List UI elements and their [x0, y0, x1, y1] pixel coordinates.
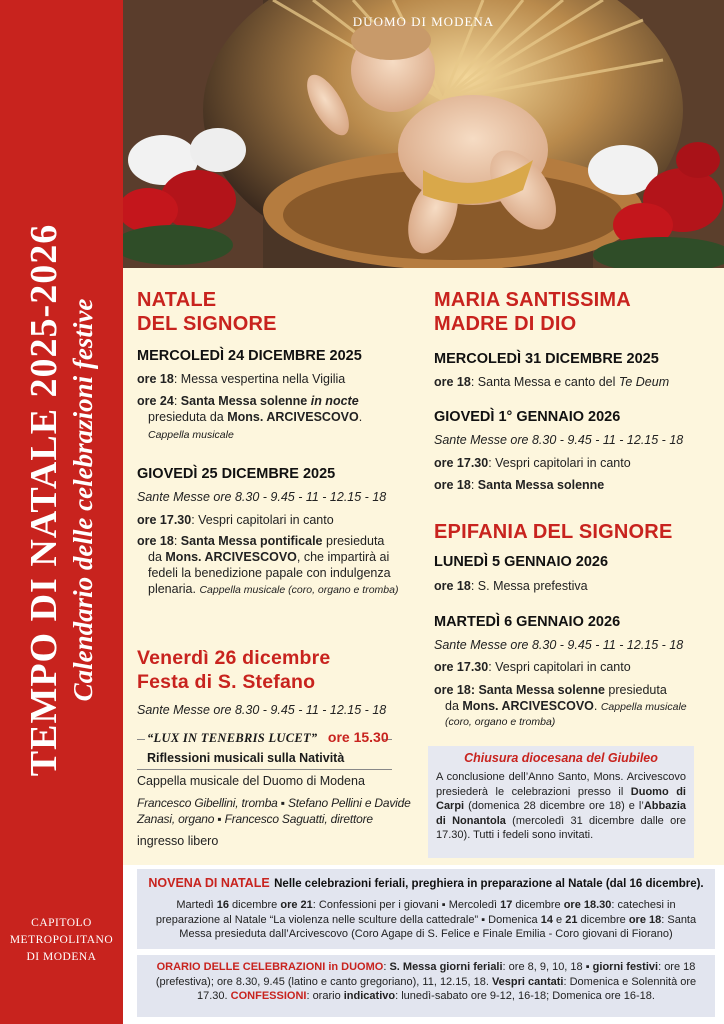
calendar-section	[123, 268, 724, 865]
divider	[137, 739, 145, 740]
mass-times: Sante Messe ore 8.30 - 9.45 - 11 - 12.15 - 18	[434, 433, 684, 447]
concert-title-row	[147, 729, 389, 747]
event-line: ore 17.30: Vespri capitolari in canto	[434, 660, 631, 674]
concert-title: “LUX IN TENEBRIS LUCET”	[147, 731, 318, 745]
mass-times: Sante Messe ore 8.30 - 9.45 - 11 - 12.15 - 18	[137, 490, 387, 504]
event-line: ore 18: S. Messa prefestiva	[434, 579, 588, 593]
sidebar	[0, 0, 123, 1024]
poster-subtitle: Calendario delle celebrazioni festive	[68, 298, 98, 702]
heading-line: DEL SIGNORE	[137, 313, 277, 335]
mass-times: Sante Messe ore 8.30 - 9.45 - 11 - 12.15 - 18	[137, 703, 387, 717]
event-line: ore 18: Santa Messa solenne presieduta	[434, 683, 667, 697]
event-line: ore 24: Santa Messa solenne in nocte	[137, 394, 359, 408]
schedule-title: ORARIO DELLE CELEBRAZIONI in DUOMO	[156, 961, 384, 973]
event-line: da Mons. ARCIVESCOVO, che impartirà ai	[148, 550, 390, 564]
event-date: LUNEDÌ 5 GENNAIO 2026	[434, 554, 609, 570]
heading-line: MADRE DI DIO	[434, 313, 577, 335]
event-date: MARTEDÌ 6 GENNAIO 2026	[434, 614, 621, 630]
chapter-line: METROPOLITANO	[9, 934, 114, 946]
event-line: fedeli la benedizione papale con indulgenza	[148, 566, 391, 580]
concert-time: ore 15.30	[327, 729, 389, 745]
heading-line: Venerdì 26 dicembre	[137, 647, 331, 669]
event-line: ore 18: Santa Messa e canto del Te Deum	[434, 375, 670, 389]
chapter-line: CAPITOLO	[31, 917, 92, 929]
event-note: (coro, organo e tromba)	[445, 716, 556, 728]
heading-line: MARIA SANTISSIMA	[434, 289, 631, 311]
jubilee-text: A conclusione dell’Anno Santo, Mons. Arcivescovo presiederà le celebrazioni presso il Duomo di Carpi (domenica 28 dicembre ore 18) e l’Abbazia di Nonantola (mercoledì 31 dicembre dalle ore 17.30). Tutti i fedeli sono invitati.	[436, 771, 687, 841]
jubilee-box	[428, 746, 694, 858]
event-date: GIOVEDÌ 25 DICEMBRE 2025	[137, 466, 336, 482]
bottom-section	[123, 865, 724, 1024]
stefano-heading	[137, 646, 330, 694]
event-date: GIOVEDÌ 1° GENNAIO 2026	[434, 409, 621, 425]
schedule-box	[137, 955, 715, 1017]
entry-note: ingresso libero	[137, 834, 219, 848]
mass-times: Sante Messe ore 8.30 - 9.45 - 11 - 12.15 - 18	[434, 638, 684, 652]
baby-jesus-statue-image	[123, 0, 724, 268]
performers: Cappella musicale del Duomo di Modena	[137, 774, 365, 788]
artists-line: Zanasi, organo ▪ Francesco Saguatti, direttore	[137, 812, 373, 826]
schedule-text: ORARIO DELLE CELEBRAZIONI in DUOMO: S. Messa giorni feriali: ore 8, 9, 10, 18 ▪ giorni festivi: ore 18 (prefestiva); ore 8.30, 9.45 (latino e canto gregoriano), 11, 12.15, 18. Vespri cantati: Domenica e Solennità ore 17.30. CONFESSIONI: orario indicativo: lunedì-sabato ore 9-12, 16-18; Domenica ore 16-18.	[155, 961, 697, 1002]
natale-heading	[137, 288, 277, 336]
heading-line: NATALE	[137, 289, 217, 311]
epifania-heading: EPIFANIA DEL SIGNORE	[434, 521, 673, 543]
event-note: Cappella musicale	[148, 429, 234, 441]
novena-text: Martedì 16 dicembre ore 21: Confessioni per i giovani ▪ Mercoledì 17 dicembre ore 18.30: catechesi in preparazione al Natale “La violenza nelle sculture della cattedrale” ▪ Domenica 14 e 21 dicembre ore 18: Santa Messa presieduta dall’Arcivescovo (Coro Agape di S. Felice e Finale Emilia - Coro giovani di Fiorano)	[155, 899, 697, 940]
event-line: ore 18: Messa vespertina nella Vigilia	[137, 372, 346, 386]
poster-title: TEMPO DI NATALE 2025-2026	[23, 223, 65, 777]
event-line: ore 18: Santa Messa pontificale presieduta	[137, 534, 385, 548]
event-line: ore 17.30: Vespri capitolari in canto	[434, 456, 631, 470]
event-line: presieduta da Mons. ARCIVESCOVO.	[148, 410, 363, 424]
event-line: ore 18: Santa Messa solenne	[434, 478, 605, 492]
event-line: da Mons. ARCIVESCOVO. Cappella musicale	[445, 699, 687, 713]
heading-line: Festa di S. Stefano	[137, 671, 316, 693]
photo-caption: DUOMO DI MODENA	[352, 14, 495, 29]
divider	[137, 769, 392, 770]
chapter-name	[0, 915, 123, 966]
nativity-photo	[123, 0, 724, 268]
event-line: plenaria. Cappella musicale (coro, organo e tromba)	[148, 582, 399, 596]
event-date: MERCOLEDÌ 31 DICEMBRE 2025	[434, 351, 659, 367]
concert-subtitle: Riflessioni musicali sulla Natività	[147, 751, 345, 765]
event-date: MERCOLEDÌ 24 DICEMBRE 2025	[137, 348, 362, 364]
jubilee-title: Chiusura diocesana del Giubileo	[464, 751, 658, 765]
novena-header	[145, 874, 707, 892]
novena-title: NOVENA DI NATALE	[148, 876, 270, 890]
artists-line: Francesco Gibellini, tromba ▪ Stefano Pellini e Davide	[137, 796, 411, 810]
chapter-line: DI MODENA	[26, 951, 97, 963]
event-line: ore 17.30: Vespri capitolari in canto	[137, 513, 334, 527]
maria-heading	[434, 288, 631, 336]
vertical-title-block	[22, 224, 100, 776]
novena-box	[137, 869, 715, 949]
novena-subtitle: Nelle celebrazioni feriali, preghiera in preparazione al Natale (dal 16 dicembre).	[274, 878, 704, 890]
